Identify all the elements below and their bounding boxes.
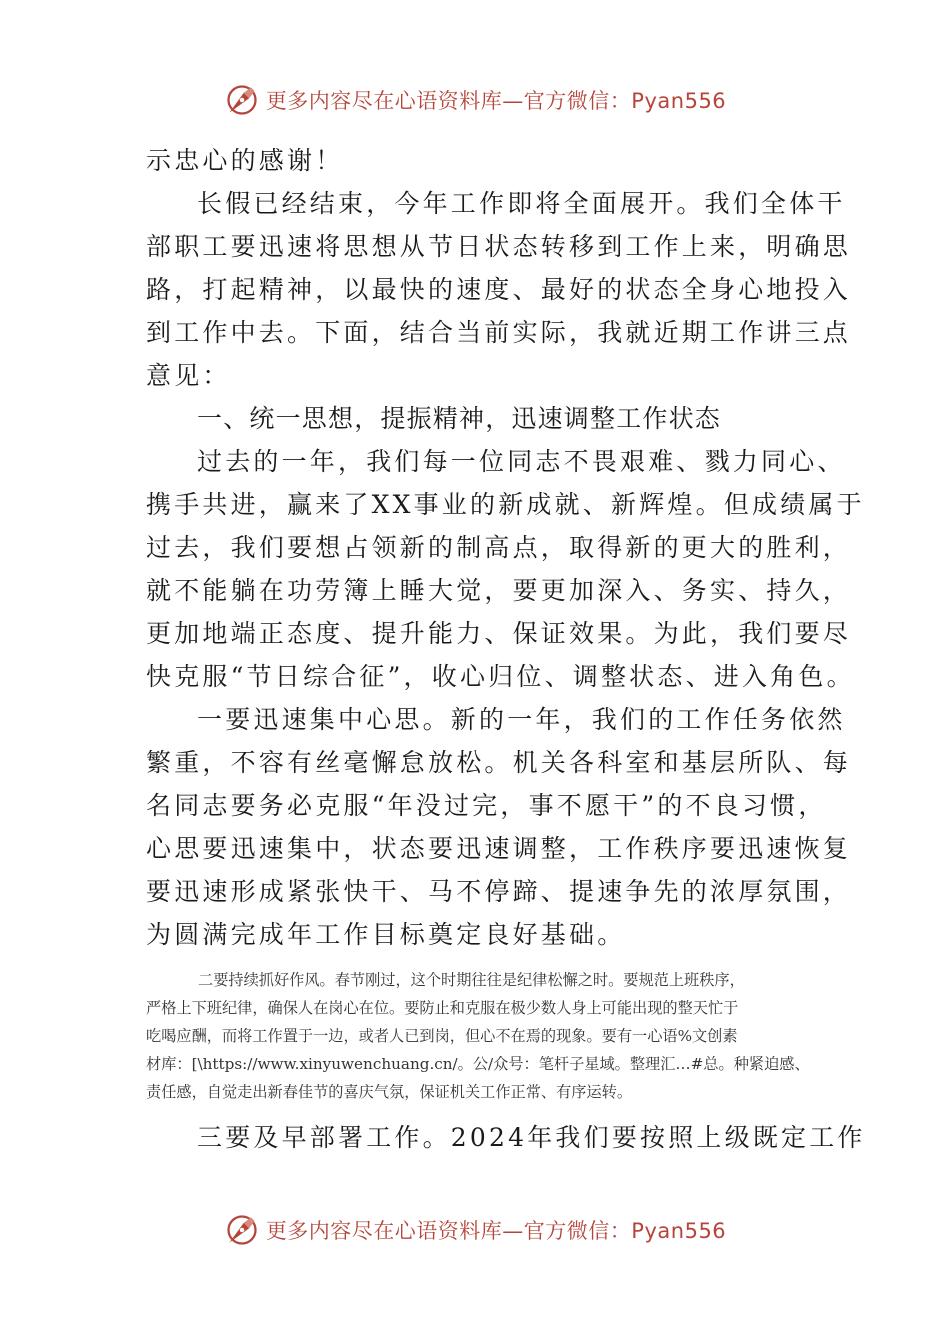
body-line: 更加地端正态度、提升能力、保证效果。为此，我们要尽: [146, 619, 852, 648]
section-heading: 一、统一思想，提振精神，迅速调整工作状态: [197, 404, 722, 433]
footer-banner-text: 更多内容尽在心语资料库—官方微信：Pyan556: [265, 1219, 727, 1243]
body-line: 意见：: [146, 361, 231, 390]
small-print-line: 二要持续抓好作风。春节刚过，这个时期往往是纪律松懈之时。要规范上班秩序，: [198, 971, 745, 989]
body-line: 为圆满完成年工作目标奠定良好基础。: [146, 920, 626, 949]
body-line: 繁重，不容有丝毫懈怠放松。机关各科室和基层所队、每: [146, 748, 852, 777]
header-banner-text: 更多内容尽在心语资料库—官方微信：Pyan556: [265, 89, 727, 113]
body-line: 长假已经结束，今年工作即将全面展开。我们全体干: [197, 189, 846, 218]
body-line: 名同志要务必克服“年没过完，事不愿干”的不良习惯，: [146, 791, 827, 820]
body-line: 心思要迅速集中，状态要迅速调整，工作秩序要迅速恢复: [146, 834, 852, 863]
body-line: 示忠心的感谢！: [146, 146, 344, 175]
small-print-line: 责任感，自觉走出新春佳节的喜庆气氛，保证机关工作正常、有序运转。: [146, 1083, 632, 1101]
small-print-line: 材库：[\https://www.xinyuwenchuang.cn/。公/众号：笔杆子星域。整理汇…#总。种紧迫感、: [146, 1055, 810, 1073]
body-line: 路，打起精神，以最快的速度、最好的状态全身心地投入: [146, 275, 852, 304]
body-line: 就不能躺在功劳簿上睡大觉，要更加深入、务实、持久，: [146, 576, 852, 605]
body-line: 一要迅速集中心思。新的一年，我们的工作任务依然: [197, 705, 846, 734]
body-line: 过去，我们要想占领新的制高点，取得新的更大的胜利，: [146, 533, 852, 562]
body-line: 要迅速形成紧张快干、马不停蹄、提速争先的浓厚氛围，: [146, 877, 852, 906]
small-print-line: 严格上下班纪律，确保人在岗心在位。要防止和克服在极少数人身上可能出现的整天忙于: [146, 999, 739, 1017]
body-line: 到工作中去。下面，结合当前实际，我就近期工作讲三点: [146, 318, 852, 347]
body-line: 快克服“节日综合征”，收心归位、调整状态、进入角色。: [146, 662, 855, 691]
small-print-line: 吃喝应酬，而将工作置于一边，或者人已到岗，但心不在焉的现象。要有一心语%文创素: [146, 1027, 738, 1045]
header-banner: [0, 80, 950, 120]
body-line: 三要及早部署工作。2024年我们要按照上级既定工作: [197, 1123, 866, 1152]
body-line: 携手共进，赢来了XX事业的新成就、新辉煌。但成绩属于: [146, 490, 865, 519]
pen-nib-logo-icon: [224, 1212, 260, 1248]
body-line: 部职工要迅速将思想从节日状态转移到工作上来，明确思: [146, 232, 852, 261]
pen-nib-logo-icon: [224, 82, 260, 118]
body-line: 过去的一年，我们每一位同志不畏艰难、戮力同心、: [197, 447, 846, 476]
footer-banner: [0, 1210, 950, 1250]
